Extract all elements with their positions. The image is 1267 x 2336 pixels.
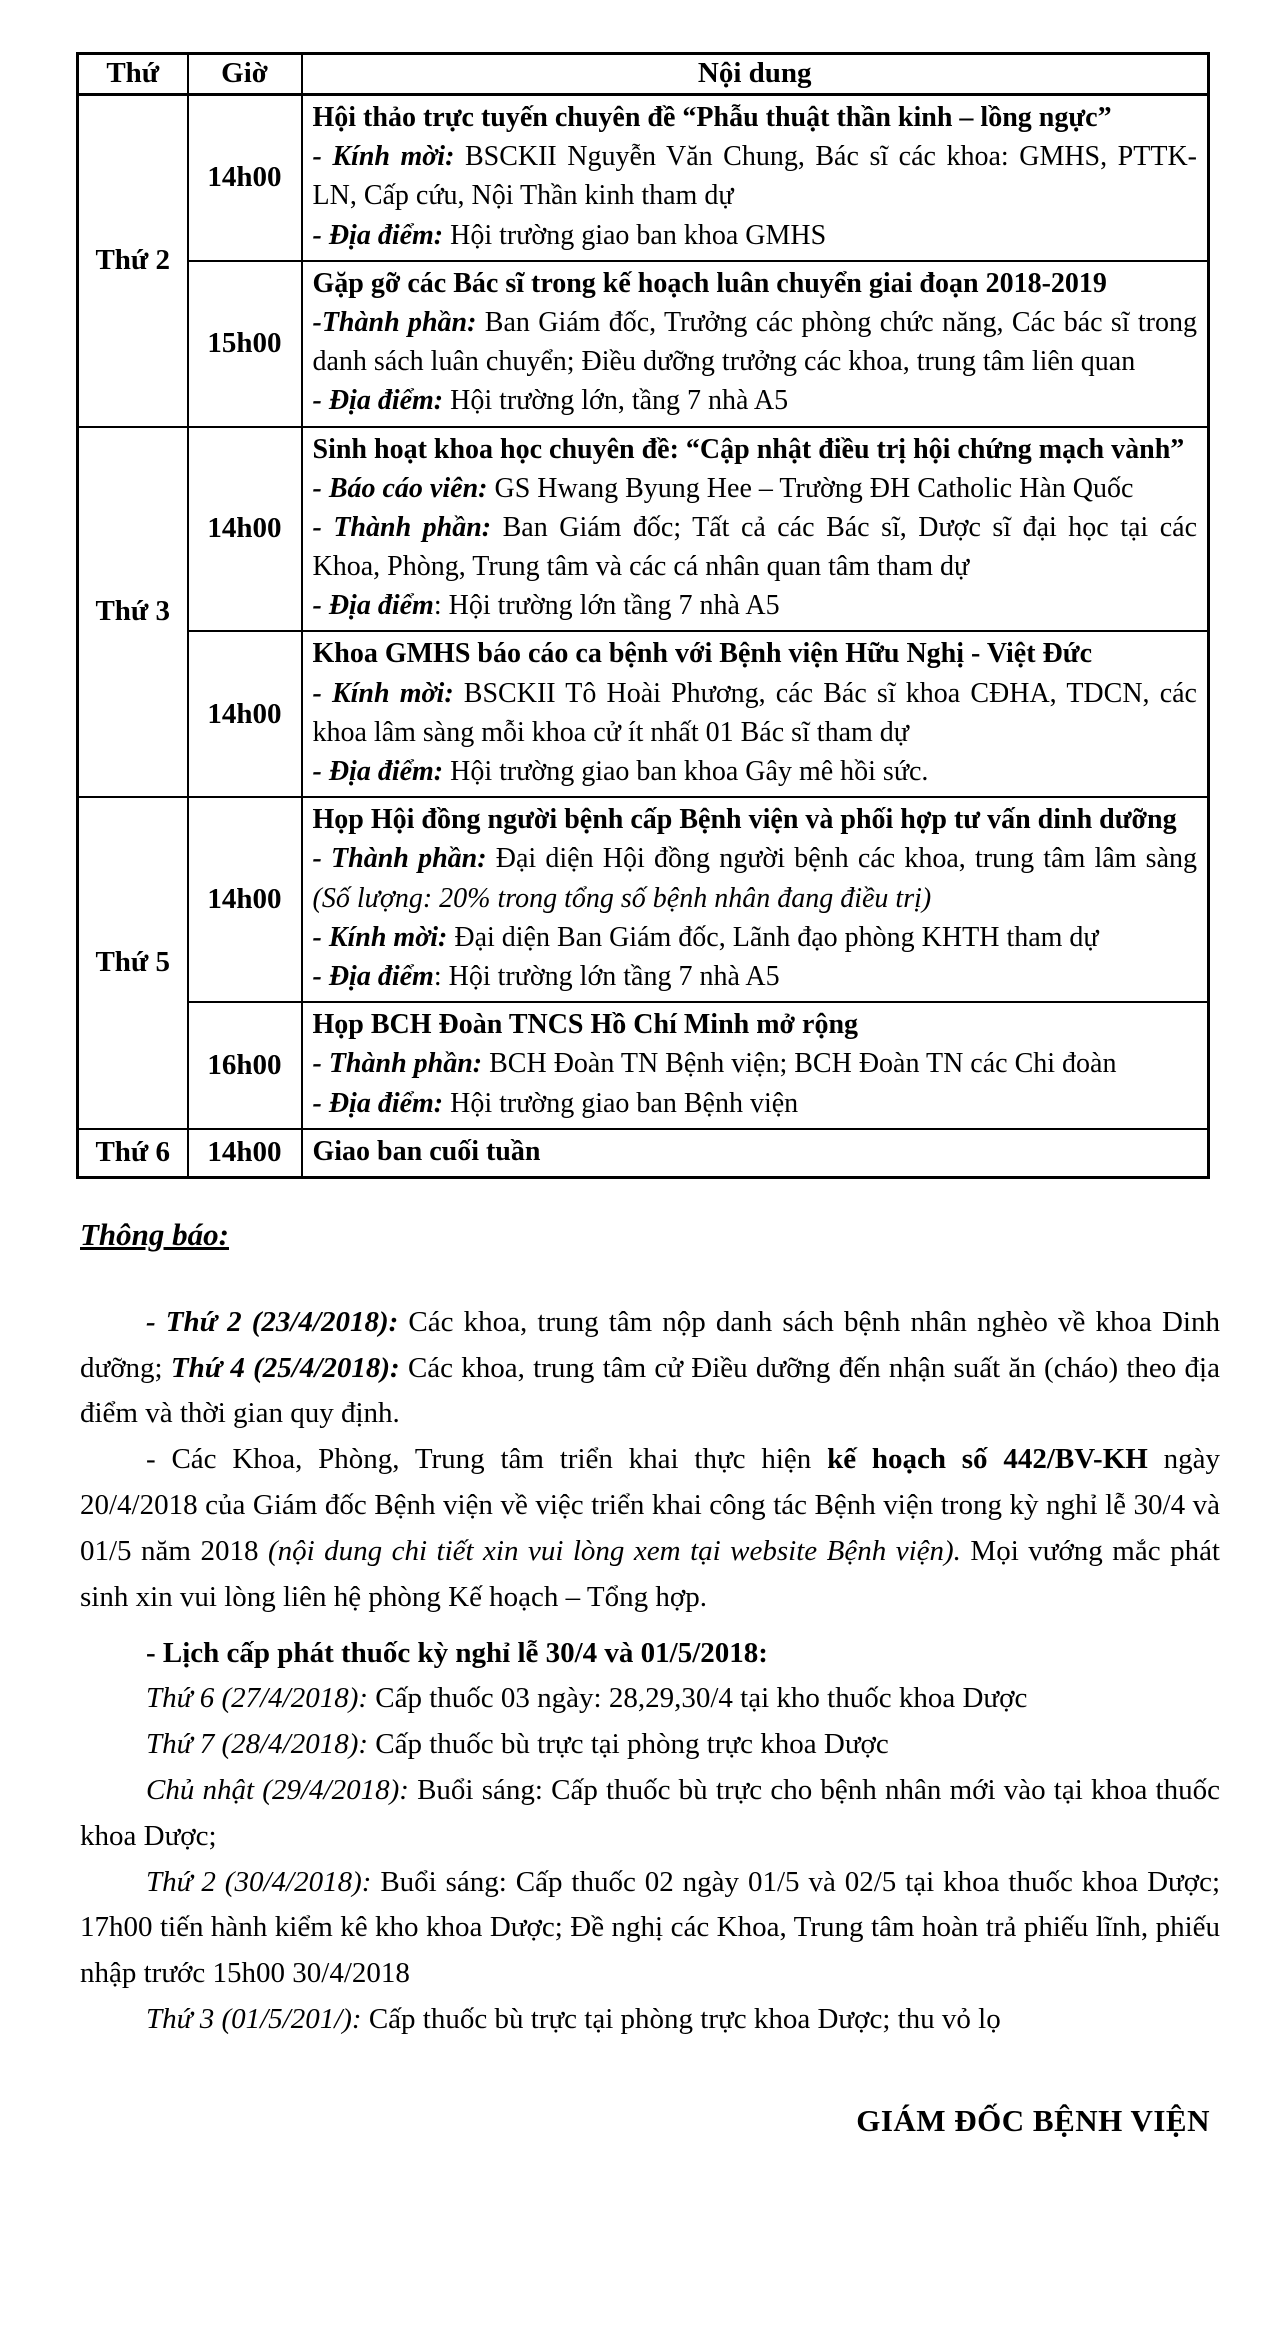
detail-label: - Địa điểm: — [312, 219, 444, 251]
time-cell: 14h00 — [188, 1129, 302, 1178]
detail-label: - Thành phần: — [312, 843, 487, 875]
item-text: Cấp thuốc bù trực tại phòng trực khoa Dược — [368, 1728, 889, 1761]
session-content — [302, 797, 1209, 1002]
notice-text: Các khoa, trung tâm cử Điều dưỡng đến nhận suất ăn (cháo) theo địa điểm và thời gian quy định. — [80, 1351, 1220, 1430]
session-detail-line — [313, 839, 1198, 917]
session-detail-line — [313, 137, 1198, 215]
director-signature: GIÁM ĐỐC BỆNH VIỆN — [856, 2102, 1210, 2138]
item-text: Buổi sáng: Cấp thuốc 02 ngày 01/5 và 02/5 tại khoa thuốc khoa Dược; 17h00 tiến hành kiểm kê kho khoa Dược; Đề nghị các Khoa, Trung tâm hoàn trả phiếu lĩnh, phiếu nhập trước 15h00 30/4/2018 — [80, 1865, 1221, 1990]
notice-italic-text: (nội dung chi tiết xin vui lòng xem tại website Bệnh viện). — [267, 1534, 961, 1567]
detail-text: : Hội trường lớn tầng 7 nhà A5 — [433, 960, 780, 992]
detail-text: Hội trường giao ban Bệnh viện — [443, 1087, 799, 1119]
notice-text: Mọi vướng mắc phát sinh xin vui lòng liên hệ phòng Kế hoạch – Tổng hợp. — [80, 1534, 1220, 1613]
item-date-label: Thứ 7 (28/4/2018): — [146, 1728, 369, 1761]
session-title: Họp Hội đồng người bệnh cấp Bệnh viện và phối hợp tư vấn dinh dưỡng — [312, 804, 1177, 836]
item-date-label: Thứ 6 (27/4/2018): — [146, 1682, 369, 1715]
item-text: Cấp thuốc bù trực tại phòng trực khoa Dược; thu vỏ lọ — [361, 2003, 1001, 2036]
detail-note: (Số lượng: 20% trong tổng số bệnh nhân đang điều trị) — [312, 882, 932, 914]
detail-text: Đại diện Hội đồng người bệnh các khoa, trung tâm lâm sàng — [486, 843, 1198, 875]
item-date-label: Thứ 2 (30/4/2018): — [146, 1865, 372, 1898]
detail-label: - Kính mời: — [312, 677, 454, 709]
session-detail-line — [313, 1044, 1198, 1083]
detail-label: - Báo cáo viên: — [312, 472, 488, 504]
session-title: Gặp gỡ các Bác sĩ trong kế hoạch luân chuyển giai đoạn 2018-2019 — [312, 267, 1107, 299]
session-detail-line — [313, 957, 1198, 996]
notices-section — [80, 1211, 1220, 2146]
session-title: Giao ban cuối tuần — [312, 1135, 541, 1167]
detail-text: : Hội trường lớn tầng 7 nhà A5 — [433, 590, 780, 622]
drug-schedule-item — [80, 1997, 1220, 2043]
time-cell: 14h00 — [188, 427, 302, 632]
col-header-content: Nội dung — [302, 54, 1209, 95]
notice-text: Các khoa, trung tâm nộp danh sách bệnh nhân nghèo về khoa Dinh dưỡng; — [80, 1305, 1220, 1384]
time-cell: 14h00 — [188, 797, 302, 1002]
detail-label: -Thành phần: — [312, 306, 477, 338]
session-detail-line — [313, 1084, 1198, 1123]
notice-paragraph — [80, 1300, 1220, 1437]
table-row — [78, 1129, 1209, 1178]
detail-label: - Địa điểm: — [312, 756, 444, 787]
schedule-table — [76, 52, 1210, 1179]
session-detail-line — [313, 508, 1198, 586]
session-title: Hội thảo trực tuyến chuyên đề “Phẫu thuật thần kinh – lồng ngực” — [312, 102, 1112, 133]
notice-date-label: Thứ 4 (25/4/2018): — [170, 1351, 400, 1384]
notices-heading: Thông báo: — [80, 1216, 229, 1252]
session-detail-line — [313, 381, 1198, 420]
detail-label: - Địa điểm: — [312, 385, 444, 417]
detail-text: Hội trường giao ban khoa Gây mê hồi sức. — [443, 756, 929, 787]
detail-label: - Thành phần: — [312, 1048, 483, 1080]
detail-text: BSCKII Tô Hoài Phương, các Bác sĩ khoa CĐHA, TDCN, các khoa lâm sàng mỗi khoa cử ít nhất 01 Bác sĩ tham dự — [312, 677, 1197, 748]
session-content — [302, 1129, 1209, 1178]
table-row — [78, 261, 1209, 427]
session-detail-line — [313, 469, 1198, 508]
detail-text: BCH Đoàn TN Bệnh viện; BCH Đoàn TN các Chi đoàn — [482, 1048, 1117, 1080]
time-cell: 14h00 — [188, 631, 302, 797]
session-content — [302, 1002, 1209, 1129]
drug-schedule-item — [80, 1722, 1220, 1768]
item-date-label: Chủ nhật (29/4/2018): — [146, 1773, 409, 1806]
table-row — [78, 631, 1209, 797]
detail-label: - Thành phần: — [312, 511, 492, 543]
session-content — [302, 261, 1209, 427]
notice-bold-text: kế hoạch số 442/BV-KH — [827, 1443, 1148, 1476]
time-cell: 16h00 — [188, 1002, 302, 1129]
session-detail-line — [313, 752, 1198, 791]
table-row — [78, 95, 1209, 261]
detail-label: - Kính mời: — [312, 141, 455, 173]
session-detail-line — [313, 303, 1198, 381]
time-cell: 14h00 — [188, 95, 302, 261]
session-content — [302, 427, 1209, 632]
table-row — [78, 797, 1209, 1002]
session-content — [302, 631, 1209, 797]
drug-schedule-item — [80, 1768, 1220, 1860]
table-row — [78, 1002, 1209, 1129]
day-cell: Thứ 3 — [78, 427, 188, 798]
notice-text: ngày 20/4/2018 của Giám đốc Bệnh viện về việc triển khai công tác Bệnh viện trong kỳ nghỉ lễ 30/4 và 01/5 năm 2018 — [80, 1443, 1220, 1567]
detail-label: - Địa điểm — [312, 960, 434, 992]
col-header-time: Giờ — [188, 54, 302, 95]
notice-text: - Các Khoa, Phòng, Trung tâm triển khai thực hiện — [146, 1443, 828, 1476]
day-cell: Thứ 6 — [78, 1129, 188, 1178]
detail-text: Đại diện Ban Giám đốc, Lãnh đạo phòng KHTH tham dự — [447, 921, 1099, 953]
drug-schedule-item — [80, 1676, 1220, 1722]
detail-label: - Địa điểm: — [312, 1087, 444, 1119]
notice-paragraph — [80, 1437, 1220, 1620]
notice-date-label: - Thứ 2 (23/4/2018): — [146, 1305, 399, 1338]
session-detail-line — [313, 586, 1198, 625]
detail-text: Hội trường giao ban khoa GMHS — [443, 219, 827, 251]
detail-text: Hội trường lớn, tầng 7 nhà A5 — [443, 385, 789, 417]
session-detail-line — [313, 674, 1198, 752]
session-content — [302, 95, 1209, 261]
session-title: Khoa GMHS báo cáo ca bệnh với Bệnh viện Hữu Nghị - Việt Đức — [312, 638, 1093, 670]
drug-schedule-item — [80, 1860, 1220, 1997]
session-title: Họp BCH Đoàn TNCS Hồ Chí Minh mở rộng — [312, 1009, 859, 1041]
item-date-label: Thứ 3 (01/5/201/): — [146, 2003, 362, 2036]
detail-label: - Địa điểm — [312, 590, 434, 622]
detail-text: Ban Giám đốc, Trưởng các phòng chức năng, Các bác sĩ trong danh sách luân chuyển; Điều dưỡng trưởng các khoa, trung tâm liên quan — [312, 306, 1197, 378]
col-header-day: Thứ — [78, 54, 188, 95]
detail-label: - Kính mời: — [312, 921, 448, 953]
session-title: Sinh hoạt khoa học chuyên đề: “Cập nhật điều trị hội chứng mạch vành” — [312, 433, 1185, 465]
day-cell: Thứ 2 — [78, 95, 188, 427]
session-detail-line — [313, 216, 1198, 255]
day-cell: Thứ 5 — [78, 797, 188, 1129]
table-header-row — [78, 54, 1209, 95]
item-text: Buổi sáng: Cấp thuốc bù trực cho bệnh nhân mới vào tại khoa thuốc khoa Dược; — [80, 1773, 1220, 1852]
detail-text: BSCKII Nguyễn Văn Chung, Bác sĩ các khoa: GMHS, PTTK-LN, Cấp cứu, Nội Thần kinh tham dự — [312, 141, 1197, 212]
table-row — [78, 427, 1209, 632]
time-cell: 15h00 — [188, 261, 302, 427]
detail-text: GS Hwang Byung Hee – Trường ĐH Catholic Hàn Quốc — [487, 472, 1134, 504]
detail-text: Ban Giám đốc; Tất cả các Bác sĩ, Dược sĩ đại học tại các Khoa, Phòng, Trung tâm và các cá nhân quan tâm tham dự — [312, 511, 1197, 583]
drug-schedule-heading: - Lịch cấp phát thuốc kỳ nghỉ lễ 30/4 và 01/5/2018: — [146, 1636, 768, 1669]
item-text: Cấp thuốc 03 ngày: 28,29,30/4 tại kho thuốc khoa Dược — [368, 1682, 1028, 1715]
session-detail-line — [313, 918, 1198, 957]
